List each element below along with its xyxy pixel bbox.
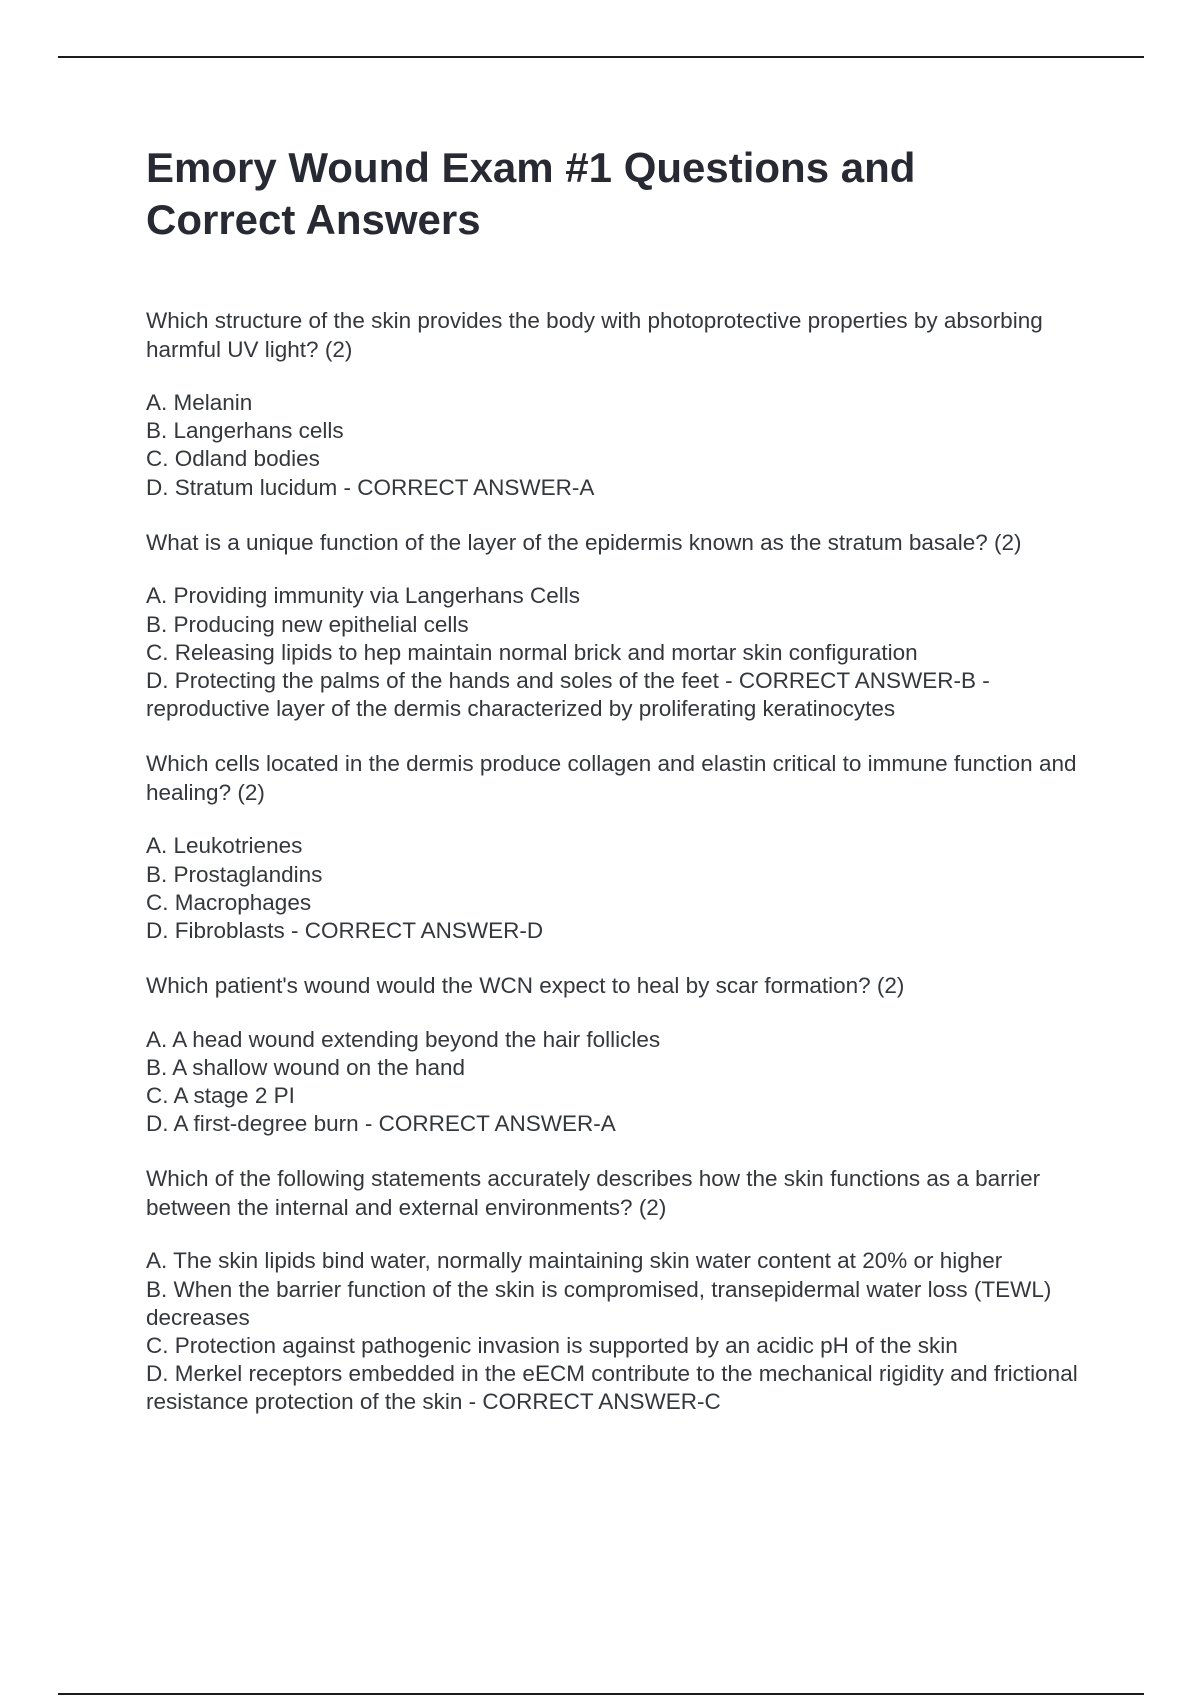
answer-option: C. Macrophages: [146, 889, 312, 915]
question-list: [146, 307, 1106, 1417]
answer-option: C. Protection against pathogenic invasion is supported by an acidic pH of the skin: [146, 1333, 958, 1359]
question-block-1: [146, 307, 1106, 502]
answer-option: B. Langerhans cells: [146, 418, 344, 444]
answer-option: A. Providing immunity via Langerhans Cells: [146, 583, 580, 609]
answer-option: B. When the barrier function of the skin is compromised, transepidermal water loss (TEWL) decreases: [146, 1276, 1052, 1330]
answer-option: C. Releasing lipids to hep maintain normal brick and mortar skin configuration: [146, 639, 918, 665]
answer-option: D. Fibroblasts - CORRECT ANSWER-D: [146, 917, 544, 943]
answer-option: B. Prostaglandins: [146, 861, 323, 887]
answer-options: [146, 1247, 1106, 1416]
question-text: Which patient's wound would the WCN expect to heal by scar formation? (2): [146, 973, 905, 999]
document-title: [146, 142, 1106, 246]
answer-option: A. A head wound extending beyond the hair follicles: [146, 1026, 661, 1052]
answer-option: D. Merkel receptors embedded in the eECM contribute to the mechanical rigidity and frictional resistance protection of the skin - CORRECT ANSWER-C: [146, 1361, 1078, 1415]
answer-option: C. A stage 2 PI: [146, 1083, 295, 1109]
question-block-2: [146, 529, 1106, 724]
document-body: [146, 142, 1106, 1444]
answer-option: D. A first-degree burn - CORRECT ANSWER-A: [146, 1111, 616, 1137]
answer-option: B. Producing new epithelial cells: [146, 611, 469, 637]
document-title-line: Correct Answers: [146, 196, 481, 243]
answer-option: A. Melanin: [146, 390, 253, 415]
question-text: Which cells located in the dermis produce collagen and elastin critical to immune function and healing? (2): [146, 751, 1077, 805]
question-block-4: [146, 972, 1106, 1138]
answer-option: A. The skin lipids bind water, normally maintaining skin water content at 20% or higher: [146, 1248, 1003, 1274]
question-block-5: [146, 1165, 1106, 1416]
answer-option: B. A shallow wound on the hand: [146, 1054, 465, 1080]
answer-option: C. Odland bodies: [146, 446, 320, 472]
answer-option: D. Stratum lucidum - CORRECT ANSWER-A: [146, 474, 595, 500]
question-text: What is a unique function of the layer of the epidermis known as the stratum basale? (2): [146, 529, 1022, 555]
top-divider: [58, 56, 1144, 58]
bottom-divider: [58, 1693, 1144, 1695]
answer-options: [146, 389, 1106, 502]
question-text: Which structure of the skin provides the body with photoprotective properties by absorbing harmful UV light? (2): [146, 308, 1043, 362]
answer-options: [146, 832, 1106, 945]
answer-options: [146, 1026, 1106, 1139]
document-title-line: Emory Wound Exam #1 Questions and: [146, 144, 916, 191]
question-text: Which of the following statements accurately describes how the skin functions as a barrier between the internal and external environments? (2): [146, 1166, 1041, 1220]
answer-option: D. Protecting the palms of the hands and soles of the feet - CORRECT ANSWER-B - reproductive layer of the dermis characterized by proliferating keratinocytes: [146, 667, 990, 722]
answer-option: A. Leukotrienes: [146, 833, 303, 859]
question-block-3: [146, 750, 1106, 945]
answer-options: [146, 582, 1106, 723]
